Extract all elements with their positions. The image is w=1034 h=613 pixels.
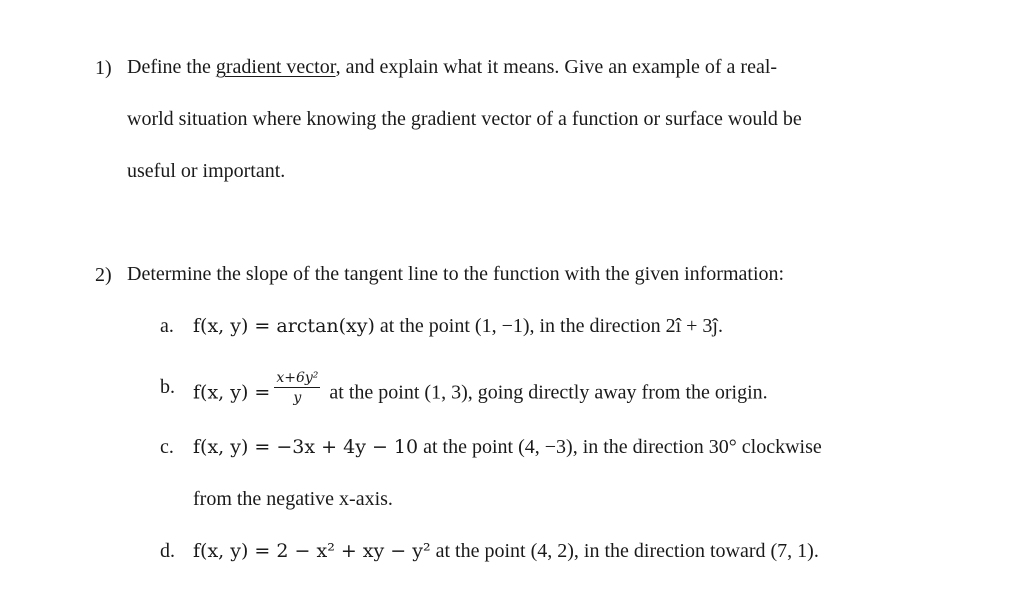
question-1-line-1: [127, 57, 777, 77]
part-a-function: f(x, y) = arctan(xy): [193, 315, 375, 337]
part-b-function-lhs: f(x, y) =: [193, 381, 271, 404]
part-c-label: c.: [160, 436, 174, 458]
question-1-text-b: , and explain what it means. Give an example of a real-: [335, 56, 778, 78]
part-d-text: at the point (4, 2), in the direction toward (7, 1).: [430, 540, 819, 562]
part-b-fraction: [274, 371, 320, 405]
question-1-line-3: useful or important.: [127, 160, 286, 182]
part-b-text: at the point (1, 3), going directly away from the origin.: [329, 381, 768, 404]
part-d-label: d.: [160, 540, 175, 562]
part-c-line-2: from the negative x-axis.: [193, 488, 393, 510]
gradient-vector-term: gradient vector: [215, 56, 336, 78]
part-a: [193, 316, 723, 336]
question-2-prompt: Determine the slope of the tangent line to the function with the given information:: [127, 263, 785, 285]
part-c-text: at the point (4, −3), in the direction 30° clockwise: [418, 436, 822, 458]
part-d-function: f(x, y) = 2 − x² + xy − y²: [193, 540, 431, 562]
part-b: [193, 370, 768, 411]
question-1-line-2: world situation where knowing the gradient vector of a function or surface would be: [127, 108, 802, 130]
part-a-text: at the point (1, −1), in the direction 2î + 3ĵ.: [374, 315, 723, 337]
part-c: [193, 437, 822, 457]
question-1-text-a: Define the: [127, 56, 216, 78]
part-a-label: a.: [160, 315, 174, 337]
part-b-label: b.: [160, 376, 175, 398]
part-b-denominator: y: [293, 390, 302, 406]
part-c-function: f(x, y) = −3x + 4y − 10: [193, 436, 419, 458]
question-2-number: 2): [95, 264, 112, 286]
part-d: [193, 541, 819, 561]
part-b-numerator: x+6y²: [276, 370, 319, 386]
question-1-number: 1): [95, 57, 112, 79]
